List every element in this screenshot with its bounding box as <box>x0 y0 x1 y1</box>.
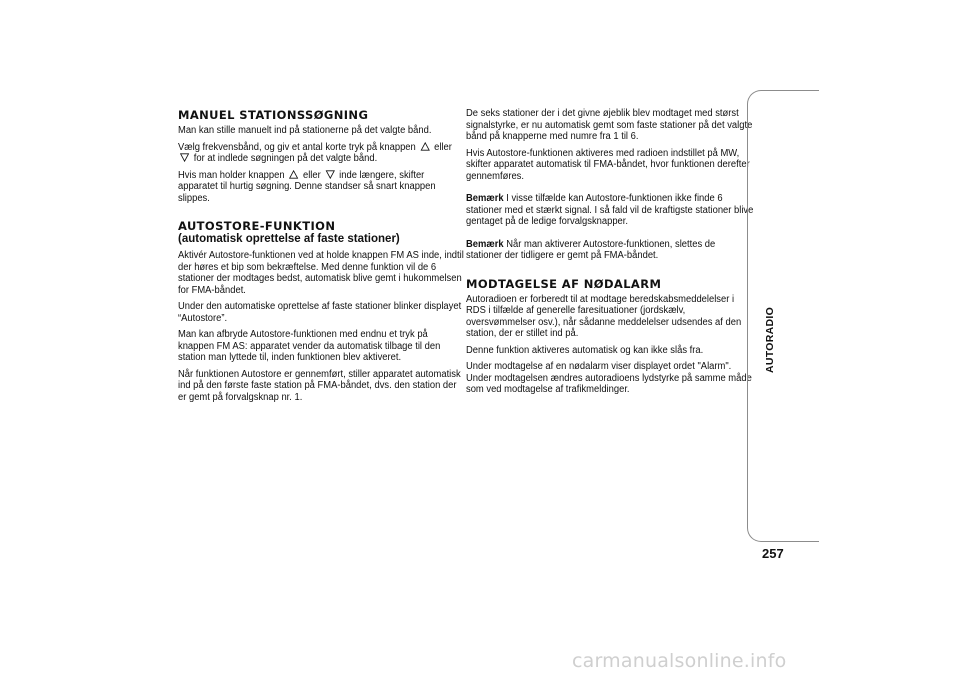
paragraph-band-select <box>178 142 466 165</box>
paragraph: Man kan afbryde Autostore-funktionen med endnu et tryk på knappen FM AS: apparatet vender da automatisk tilbage til den station man lyttede til, inden funktionen blev aktiveret. <box>178 329 441 363</box>
watermark: carmanualsonline.info <box>572 650 787 672</box>
note-label: Bemærk <box>466 193 504 204</box>
paragraph: Denne funktion aktiveres automatisk og kan ikke slås fra. <box>466 344 704 356</box>
right-column <box>466 108 754 401</box>
triangle-up-icon <box>420 142 429 151</box>
heading-autostore: AUTOSTORE-FUNKTION <box>178 219 336 233</box>
triangle-down-icon <box>180 153 189 162</box>
note-paragraph <box>466 193 754 228</box>
note-label: Bemærk <box>466 238 504 250</box>
text: Hvis man holder knappen <box>178 169 285 181</box>
paragraph: Man kan stille manuelt ind på stationerne på det valgte bånd. <box>178 125 432 136</box>
text: eller <box>302 169 321 181</box>
note-paragraph <box>466 239 754 262</box>
text: Vælg frekvensbånd, og giv et antal korte tryk på knappen <box>178 141 416 153</box>
text: eller <box>434 141 452 153</box>
paragraph: Hvis Autostore-funktionen aktiveres med radioen indstillet på MW, skifter apparatet automatisk til FMA-båndet, hvor funktionen derefter gennemføres. <box>466 147 750 182</box>
left-column <box>178 108 466 408</box>
subheading-autostore: (automatisk oprettelse af faste stationer) <box>178 233 400 245</box>
section-tab-label <box>763 300 777 380</box>
paragraph: Aktivér Autostore-funktionen ved at holde knappen FM AS inde, indtil der høres et bip som bekræftelse. Med denne funktion vil de 6 stationer der modtages bedst, automatisk blive gemt i hukommelsen for FMA-båndet. <box>178 250 464 296</box>
paragraph: Autoradioen er forberedt til at modtage beredskabsmeddelelser i RDS i tilfælde af generelle faresituationer (jordskælv, oversvømmelser osv.), når sådanne meddelelser udsendes af den station, der er stillet ind på. <box>466 293 742 339</box>
paragraph: Under den automatiske oprettelse af faste stationer blinker displayet “Autostore”. <box>178 301 462 324</box>
section-tab-frame <box>747 90 819 542</box>
section-label-text: AUTORADIO <box>764 306 776 374</box>
note-text: Når man aktiverer Autostore-funktionen, slettes de stationer der tidligere er gemt på FMA-båndet. <box>466 238 716 261</box>
triangle-down-icon <box>325 170 334 179</box>
page-number: 257 <box>762 546 784 561</box>
heading-emergency-alarm: MODTAGELSE AF NØDALARM <box>466 276 662 291</box>
heading-manual-search: MANUEL STATIONSSØGNING <box>178 108 369 122</box>
note-text: I visse tilfælde kan Autostore-funktionen ikke finde 6 stationer med et stærkt signal. I så fald vil de kraftigste stationer blive gentaget på de ledige forvalgsknapper. <box>466 193 754 227</box>
paragraph: De seks stationer der i det givne øjeblik blev modtaget med størst signalstyrke, er nu automatisk gemt som faste stationer på det valgte bånd på knapperne med numre fra 1 til 6. <box>466 108 753 142</box>
text: for at indlede søgningen på det valgte bånd. <box>193 153 378 164</box>
paragraph: Under modtagelse af en nødalarm viser displayet ordet "Alarm". Under modtagelsen ændres autoradioens lydstyrke på samme måde som ved modtagelse af trafikmeldinger. <box>466 361 752 395</box>
paragraph-hold-button <box>178 170 466 205</box>
text: inde længere, skifter apparatet til hurtig søgning. Denne standser så snart knappen slippes. <box>178 169 436 204</box>
paragraph: Når funktionen Autostore er gennemført, stiller apparatet automatisk ind på den første faste station på FMA-båndet, dvs. den station der er gemt på forvalgsknap nr. 1. <box>178 368 461 403</box>
triangle-up-icon <box>289 170 298 179</box>
